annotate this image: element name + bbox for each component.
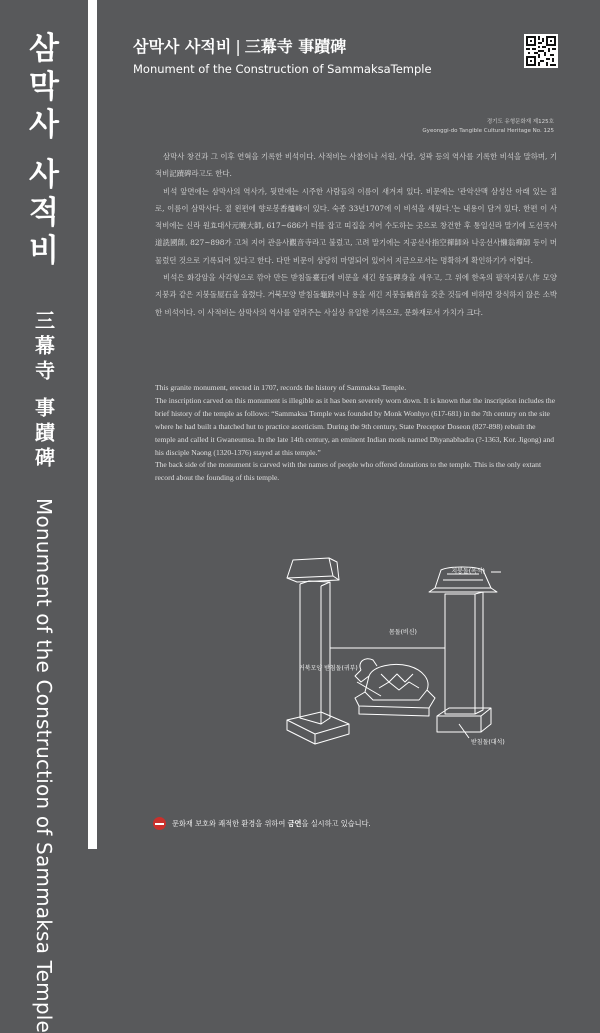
sidebar (0, 0, 88, 1033)
no-smoking-icon (153, 817, 166, 830)
vertical-title-korean-line2: 사적비 (29, 157, 59, 269)
base-stone-left-illustration (287, 712, 349, 744)
sidebar-divider (88, 0, 97, 849)
english-paragraph: This granite monument, erected in 1707, records the history of Sammaksa Temple. (155, 383, 407, 392)
page-title-korean: 삼막사 사적비 (133, 37, 232, 56)
label-base-stone: 받침돌(대석) (471, 739, 505, 746)
main-panel (97, 0, 600, 849)
heritage-designation-english: Gyeonggi-do Tangible Cultural Heritage No. 125 (422, 128, 554, 134)
page-title (133, 34, 346, 57)
english-paragraph: The back side of the monument is carved with the names of people who offered donations to the temple. This is the only extant record about the founding of this temple. (155, 460, 542, 483)
no-smoking-notice (153, 817, 573, 830)
qr-code-icon[interactable] (524, 34, 558, 68)
english-description (155, 382, 557, 485)
korean-description (155, 148, 557, 321)
title-separator: | (235, 37, 241, 56)
no-smoking-text-post: 을 실시하고 있습니다. (301, 818, 371, 828)
korean-paragraph: 삼막사 창건과 그 이후 연혁을 기록한 비석이다. 사적비는 사찰이나 서원, 사당, 성곽 등의 역사를 기록한 비석을 말하며, 기적비記蹟碑라고도 한다. (155, 152, 557, 179)
no-smoking-text-pre: 문화재 보호와 쾌적한 환경을 위하여 (172, 818, 288, 828)
page-subtitle-english: Monument of the Construction of SammaksaTemple (133, 62, 432, 76)
vertical-title-korean (24, 30, 64, 270)
korean-paragraph: 비석 앞면에는 삼막사의 역사가, 뒷면에는 시주한 사람들의 이름이 새겨져 있다. 비문에는 '관악산맥 삼성산 아래 있는 절로, 이름이 삼막사다. 절 왼편에 향로봉香爐峰이 있다. 숙종 33년1707에 이 비석을 세웠다.'는 내용이 담겨 있다. 한편 이 사적비에는 신라 원효대사元曉大師, 617~686가 터를 잡고 띠집을 지어 수도하는 곳으로 창건한 후 통일신라 말기에 도선국사道詵國師, 827~898가 고쳐 지어 관음사觀音寺라고 불렀고, 고려 말기에는 지공선사指空禪師와 나옹선사懶翁禪師 등이 머물렀던 것으로 기록되어 있다고 한다. 다만 비문이 상당히 마멸되어 있어서 지금으로서는 명확하게 확인하기가 어렵다. (155, 186, 557, 265)
heritage-designation (422, 118, 554, 136)
vertical-title-hanja: 三幕寺 事蹟碑 (31, 310, 56, 472)
roof-stone-left-illustration (287, 558, 339, 582)
label-roof-stone: 지붕돌(옥석) (451, 568, 485, 575)
no-smoking-text (172, 819, 371, 829)
vertical-title-english: Monument of the Construction of Sammaksa Temple (32, 497, 56, 1033)
monument-diagram (269, 548, 509, 774)
vertical-title-korean-line1: 삼막사 (29, 31, 59, 143)
label-turtle-base: 거북모양 받침돌(귀부) (299, 665, 358, 672)
no-smoking-text-bold: 금연 (287, 818, 302, 828)
english-paragraph: The inscription carved on this monument is illegible as it has been severely worn down. It is known that the inscription includes the brief history of the temple as follows: “Sammaksa Temple was founded by Monk Wonhyo (617-681) in the 7th century on the site where he had built a thatched hut to practice asceticism. During the 9th century, State Preceptor Doseon (827-898) rebuilt the temple and called it Gwaneumsa. In the late 14th century, an eminent Indian monk named Dhyanabhadra (?-1363, Kor. Jigong) and his disciple Naong (1320-1376) stayed at this temple.” (155, 395, 556, 457)
label-body-stone: 몸돌(비신) (389, 629, 417, 636)
body-stone-right-illustration (445, 592, 483, 714)
heritage-designation-korean: 경기도 유형문화재 제125호 (486, 119, 554, 125)
body-stone-left-illustration (300, 581, 330, 724)
vertical-title (0, 30, 88, 1033)
korean-paragraph: 비석은 화강암을 사각형으로 깎아 만든 받침돌臺石에 비문을 새긴 몸돌碑身을 세우고, 그 위에 한옥의 팔작지붕八作 모양 지붕과 같은 지붕돌屋石을 올렸다. 거북모양 받침돌龜趺이나 용을 새긴 지붕돌螭首을 갖춘 것들에 비하면 장식하지 않은 소박한 비석이다. 이 사적비는 삼막사의 역사를 알려주는 사실상 유일한 기록으로, 문화재로서 가치가 크다. (155, 273, 557, 317)
page-title-hanja: 三幕寺 事蹟碑 (244, 37, 347, 56)
